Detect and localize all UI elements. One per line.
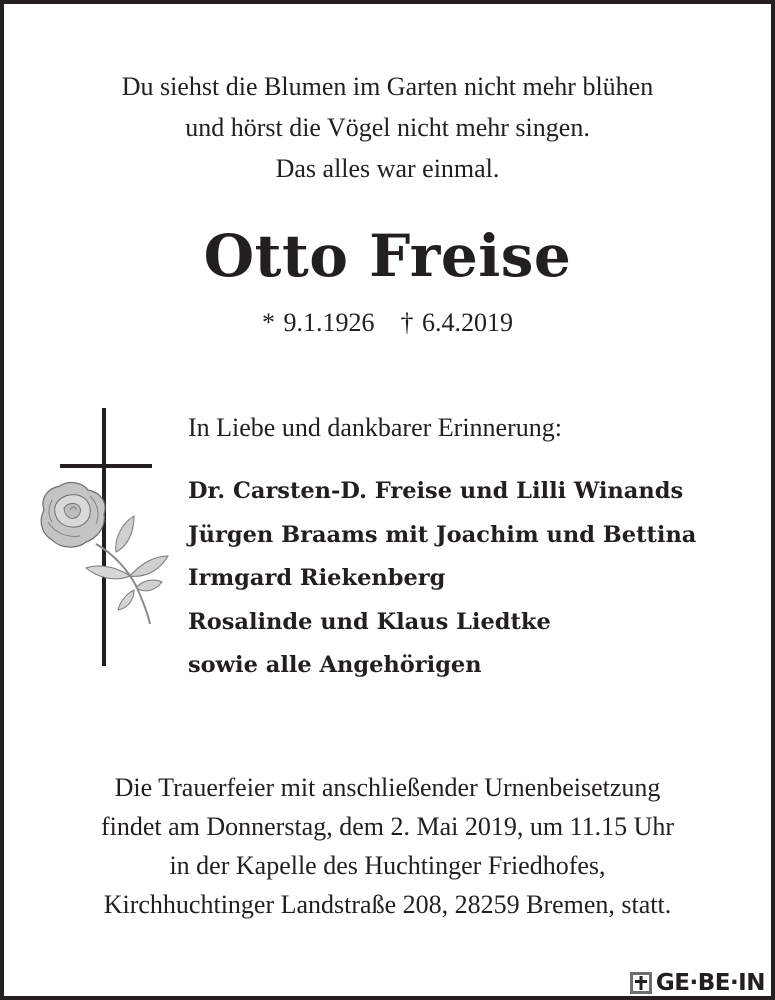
poem-line: Du siehst die Blumen im Garten nicht mehr blühen [121,72,654,101]
rose-head [41,483,105,548]
mourner-entry: Jürgen Braams mit Joachim und Bettina [188,521,697,548]
poem-line: Das alles war einmal. [275,154,500,183]
memory-line: In Liebe und dankbarer Erinnerung: [188,413,562,442]
mourner-entry: Rosalinde und Klaus Liedtke [188,608,551,635]
rose-leaf [118,590,134,610]
mourner-entry: Irmgard Riekenberg [188,565,446,591]
ceremony-details [4,768,771,924]
gebein-logo [630,966,765,996]
ceremony-line: in der Kapelle des Huchtinger Friedhofes, [169,851,606,880]
ceremony-line: findet am Donnerstag, dem 2. Mai 2019, um 11.15 Uhr [100,812,675,841]
rose-leaf [130,556,168,576]
birth-date: * 9.1.1926 [262,308,375,337]
mourners-list [188,470,696,688]
life-dates [4,306,771,340]
death-date: † 6.4.2019 [400,308,513,337]
cross-rose-illustration [30,404,180,670]
poem-line: und hörst die Vögel nicht mehr singen. [185,113,590,142]
mourner-entry: sowie alle Angehörigen [188,652,482,678]
mourner-entry: Dr. Carsten-D. Freise und Lilli Winands [188,478,684,504]
rose-leaf [116,516,134,552]
ceremony-line: Kirchhuchtinger Landstraße 208, 28259 Bremen, statt. [103,890,672,919]
cross-vertical-bar [102,408,106,666]
deceased-name: Otto Freise [203,222,572,290]
rose-leaf [136,580,162,591]
gebein-logo-text: GE·BE·IN [655,970,765,996]
poem [4,66,771,189]
cross-horizontal-bar [60,464,152,468]
gebein-logo-icon [630,972,652,994]
ceremony-line: Die Trauerfeier mit anschließender Urnenbeisetzung [114,773,661,802]
